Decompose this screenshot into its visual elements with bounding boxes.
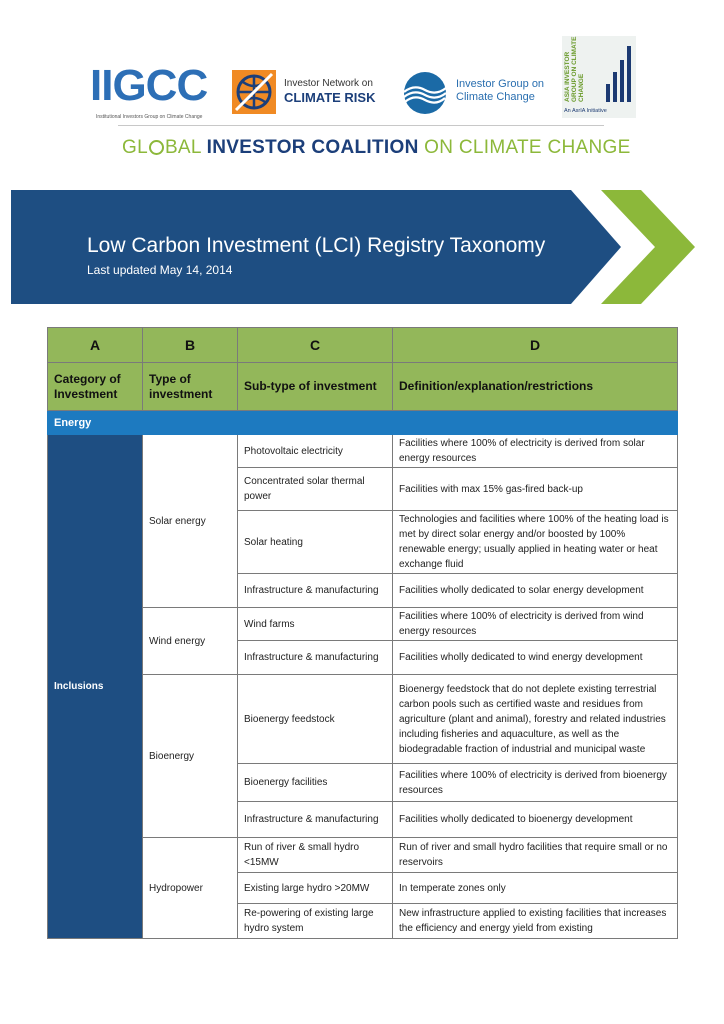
igcc-logo [402, 70, 552, 114]
definition-cell: Facilities wholly dedicated to solar energy development [393, 574, 678, 608]
column-letter: C [238, 328, 393, 363]
subtype-cell: Infrastructure & manufacturing [238, 802, 393, 838]
table-row [48, 435, 678, 468]
table-row [48, 838, 678, 873]
definition-cell: Bioenergy feedstock that do not deplete existing terrestrial carbon pools such as certified waste and residues from agriculture (plant and animal), forestry and related industries including fisheries and aquaculture, as well as the biodegradable fraction of industrial and municipal waste [393, 675, 678, 764]
divider [118, 125, 604, 126]
wave-globe-icon [402, 70, 448, 116]
subtype-cell: Re-powering of existing large hydro system [238, 904, 393, 939]
definition-cell: Facilities where 100% of electricity is derived from solar energy resources [393, 435, 678, 468]
definition-cell: Technologies and facilities where 100% of the heating load is met by direct solar energy and/or boosted by 100% renewable energy; usually applied in heating water or heat exchange fluid [393, 511, 678, 574]
subtype-cell: Infrastructure & manufacturing [238, 574, 393, 608]
subtype-cell: Photovoltaic electricity [238, 435, 393, 468]
igcc-line1: Investor Group on [456, 78, 545, 90]
definition-cell: Facilities with max 15% gas-fired back-up [393, 468, 678, 511]
category-cell: Inclusions [48, 435, 143, 939]
column-letter-row [48, 328, 678, 363]
subtype-cell: Concentrated solar thermal power [238, 468, 393, 511]
coalition-part-climate: ON CLIMATE CHANGE [424, 137, 631, 158]
type-cell: Solar energy [143, 435, 238, 608]
subtype-cell: Run of river & small hydro <15MW [238, 838, 393, 873]
section-row [48, 411, 678, 435]
definition-cell: Facilities wholly dedicated to wind energy development [393, 641, 678, 675]
definition-cell: In temperate zones only [393, 873, 678, 904]
subtype-cell: Infrastructure & manufacturing [238, 641, 393, 675]
coalition-part-gl: GL [122, 137, 148, 158]
incr-line2: CLIMATE RISK [284, 90, 376, 105]
column-header: Category of Investment [48, 363, 143, 411]
globe-o-icon [149, 140, 164, 155]
type-cell: Wind energy [143, 608, 238, 675]
iigcc-wordmark: IIGCC [90, 61, 208, 110]
column-letter: D [393, 328, 678, 363]
subtype-cell: Solar heating [238, 511, 393, 574]
aigcc-stack-text: ASIA INVESTOR GROUP ON CLIMATE CHANGE [564, 36, 585, 102]
subtype-cell: Bioenergy facilities [238, 764, 393, 802]
coalition-part-investor: INVESTOR COALITION [206, 137, 425, 158]
type-cell: Hydropower [143, 838, 238, 939]
column-header: Type of investment [143, 363, 238, 411]
globe-icon [232, 70, 276, 114]
iigcc-logo [90, 61, 208, 127]
incr-logo [232, 70, 382, 114]
aigcc-logo [562, 36, 636, 118]
column-letter: A [48, 328, 143, 363]
column-header: Sub-type of investment [238, 363, 393, 411]
igcc-line2: Climate Change [456, 91, 535, 103]
definition-cell: Facilities where 100% of electricity is derived from wind energy resources [393, 608, 678, 641]
logo-strip [0, 36, 724, 120]
table-row [48, 675, 678, 764]
coalition-title [122, 137, 631, 159]
page-title: Low Carbon Investment (LCI) Registry Taxonomy [87, 234, 546, 257]
subtype-cell: Wind farms [238, 608, 393, 641]
definition-cell: New infrastructure applied to existing facilities that increases the efficiency and energy yield from existing [393, 904, 678, 939]
definition-cell: Facilities wholly dedicated to bioenergy development [393, 802, 678, 838]
incr-line1: Investor Network on [284, 78, 373, 89]
title-banner [11, 190, 711, 304]
column-header: Definition/explanation/restrictions [393, 363, 678, 411]
definition-cell: Run of river and small hydro facilities that require small or no reservoirs [393, 838, 678, 873]
subtype-cell: Bioenergy feedstock [238, 675, 393, 764]
section-label: Energy [48, 411, 678, 435]
column-header-row [48, 363, 678, 411]
subtype-cell: Existing large hydro >20MW [238, 873, 393, 904]
table-row [48, 608, 678, 641]
iigcc-subtitle: Institutional Investors Group on Climate Change [96, 114, 203, 120]
column-letter: B [143, 328, 238, 363]
coalition-part-bal: BAL [164, 137, 207, 158]
last-updated: Last updated May 14, 2014 [87, 263, 233, 277]
type-cell: Bioenergy [143, 675, 238, 838]
definition-cell: Facilities where 100% of electricity is derived from bioenergy resources [393, 764, 678, 802]
taxonomy-table [47, 327, 678, 939]
aigcc-footer: An AsrIA Initiative [564, 108, 607, 114]
